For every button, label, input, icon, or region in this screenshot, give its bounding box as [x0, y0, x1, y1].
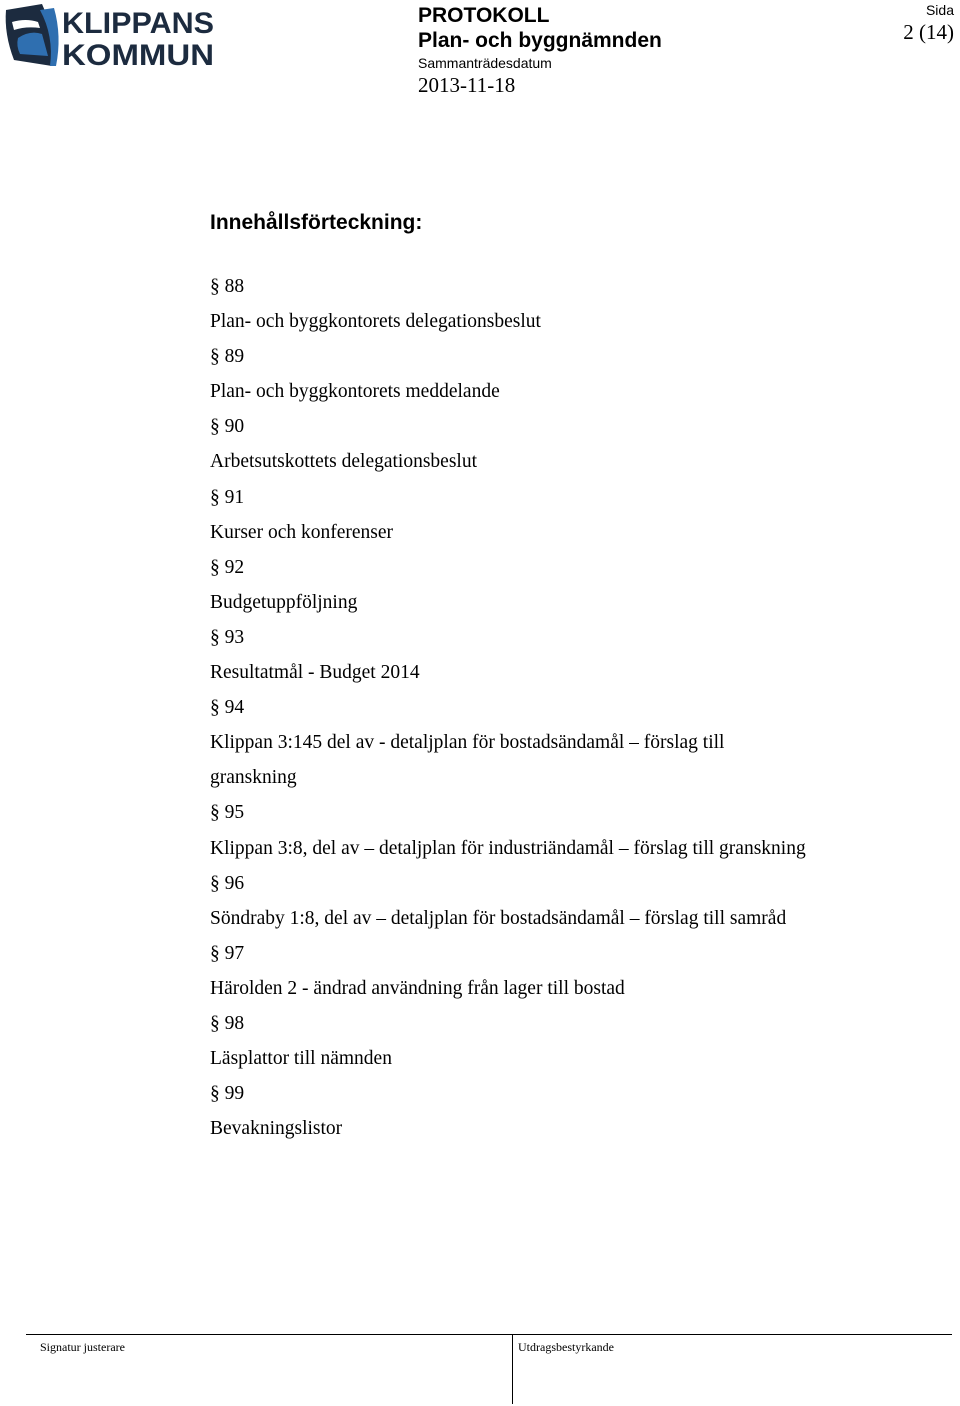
table-of-contents: [210, 269, 810, 1146]
toc-paragraph-number: § 92: [210, 556, 245, 578]
page-label: Sida: [925, 2, 954, 18]
document-header: [418, 4, 662, 99]
toc-paragraph-number: § 89: [210, 346, 245, 368]
toc-item-title: Budgetuppföljning: [210, 591, 358, 613]
meeting-date-label: Sammanträdesdatum: [418, 55, 552, 71]
toc-paragraph-number: § 94: [210, 697, 245, 719]
signature-label: Signatur justerare: [40, 1340, 125, 1354]
toc-item-title: Bevakningslistor: [210, 1118, 343, 1140]
page-indicator: [903, 2, 954, 45]
toc-item-title: Plan- och byggkontorets meddelande: [210, 381, 500, 403]
toc-paragraph-number: § 88: [210, 276, 245, 297]
toc-paragraph-number: § 96: [210, 872, 245, 894]
toc-heading: Innehållsförteckning:: [210, 211, 423, 234]
logo-line-1: KLIPPANS: [62, 7, 214, 40]
toc-paragraph-number: § 91: [210, 486, 245, 508]
toc-paragraph-number: § 98: [210, 1012, 245, 1034]
toc-item-title: Resultatmål - Budget 2014: [210, 662, 420, 684]
klippan-kommun-logo: [4, 4, 216, 68]
toc-item-title: Arbetsutskottets delegationsbeslut: [210, 451, 478, 473]
toc-paragraph-number: § 93: [210, 626, 245, 648]
toc-paragraph-number: § 95: [210, 802, 245, 824]
toc-item-title: Plan- och byggkontorets delegationsbeslut: [210, 311, 541, 333]
toc-item-title: Kurser och konferenser: [210, 521, 394, 543]
toc-paragraph-number: § 90: [210, 416, 245, 438]
toc-item-title: Härolden 2 - ändrad användning från lager till bostad: [210, 977, 625, 999]
committee-name: Plan- och byggnämnden: [418, 29, 662, 52]
logo-emblem-icon: [6, 4, 59, 66]
certification-label: Utdragsbestyrkande: [518, 1340, 614, 1354]
toc-paragraph-number: § 99: [210, 1083, 245, 1105]
toc-paragraph-number: § 97: [210, 942, 245, 964]
toc-item-title: Söndraby 1:8, del av – detaljplan för bostadsändamål – förslag till samråd: [210, 907, 787, 929]
toc-item-title: Klippan 3:8, del av – detaljplan för industriändamål – förslag till granskning: [210, 837, 806, 859]
meeting-date: 2013-11-18: [418, 73, 516, 97]
toc-item-title: Läsplattor till nämnden: [210, 1048, 392, 1070]
page-number: 2 (14): [903, 20, 954, 44]
logo-line-2: KOMMUN: [62, 39, 214, 68]
footer-rule: [26, 1334, 952, 1335]
footer-divider: [512, 1334, 513, 1404]
toc-item-title: Klippan 3:145 del av - detaljplan för bostadsändamål – förslag till granskning: [210, 732, 725, 789]
document-type: PROTOKOLL: [418, 4, 550, 27]
